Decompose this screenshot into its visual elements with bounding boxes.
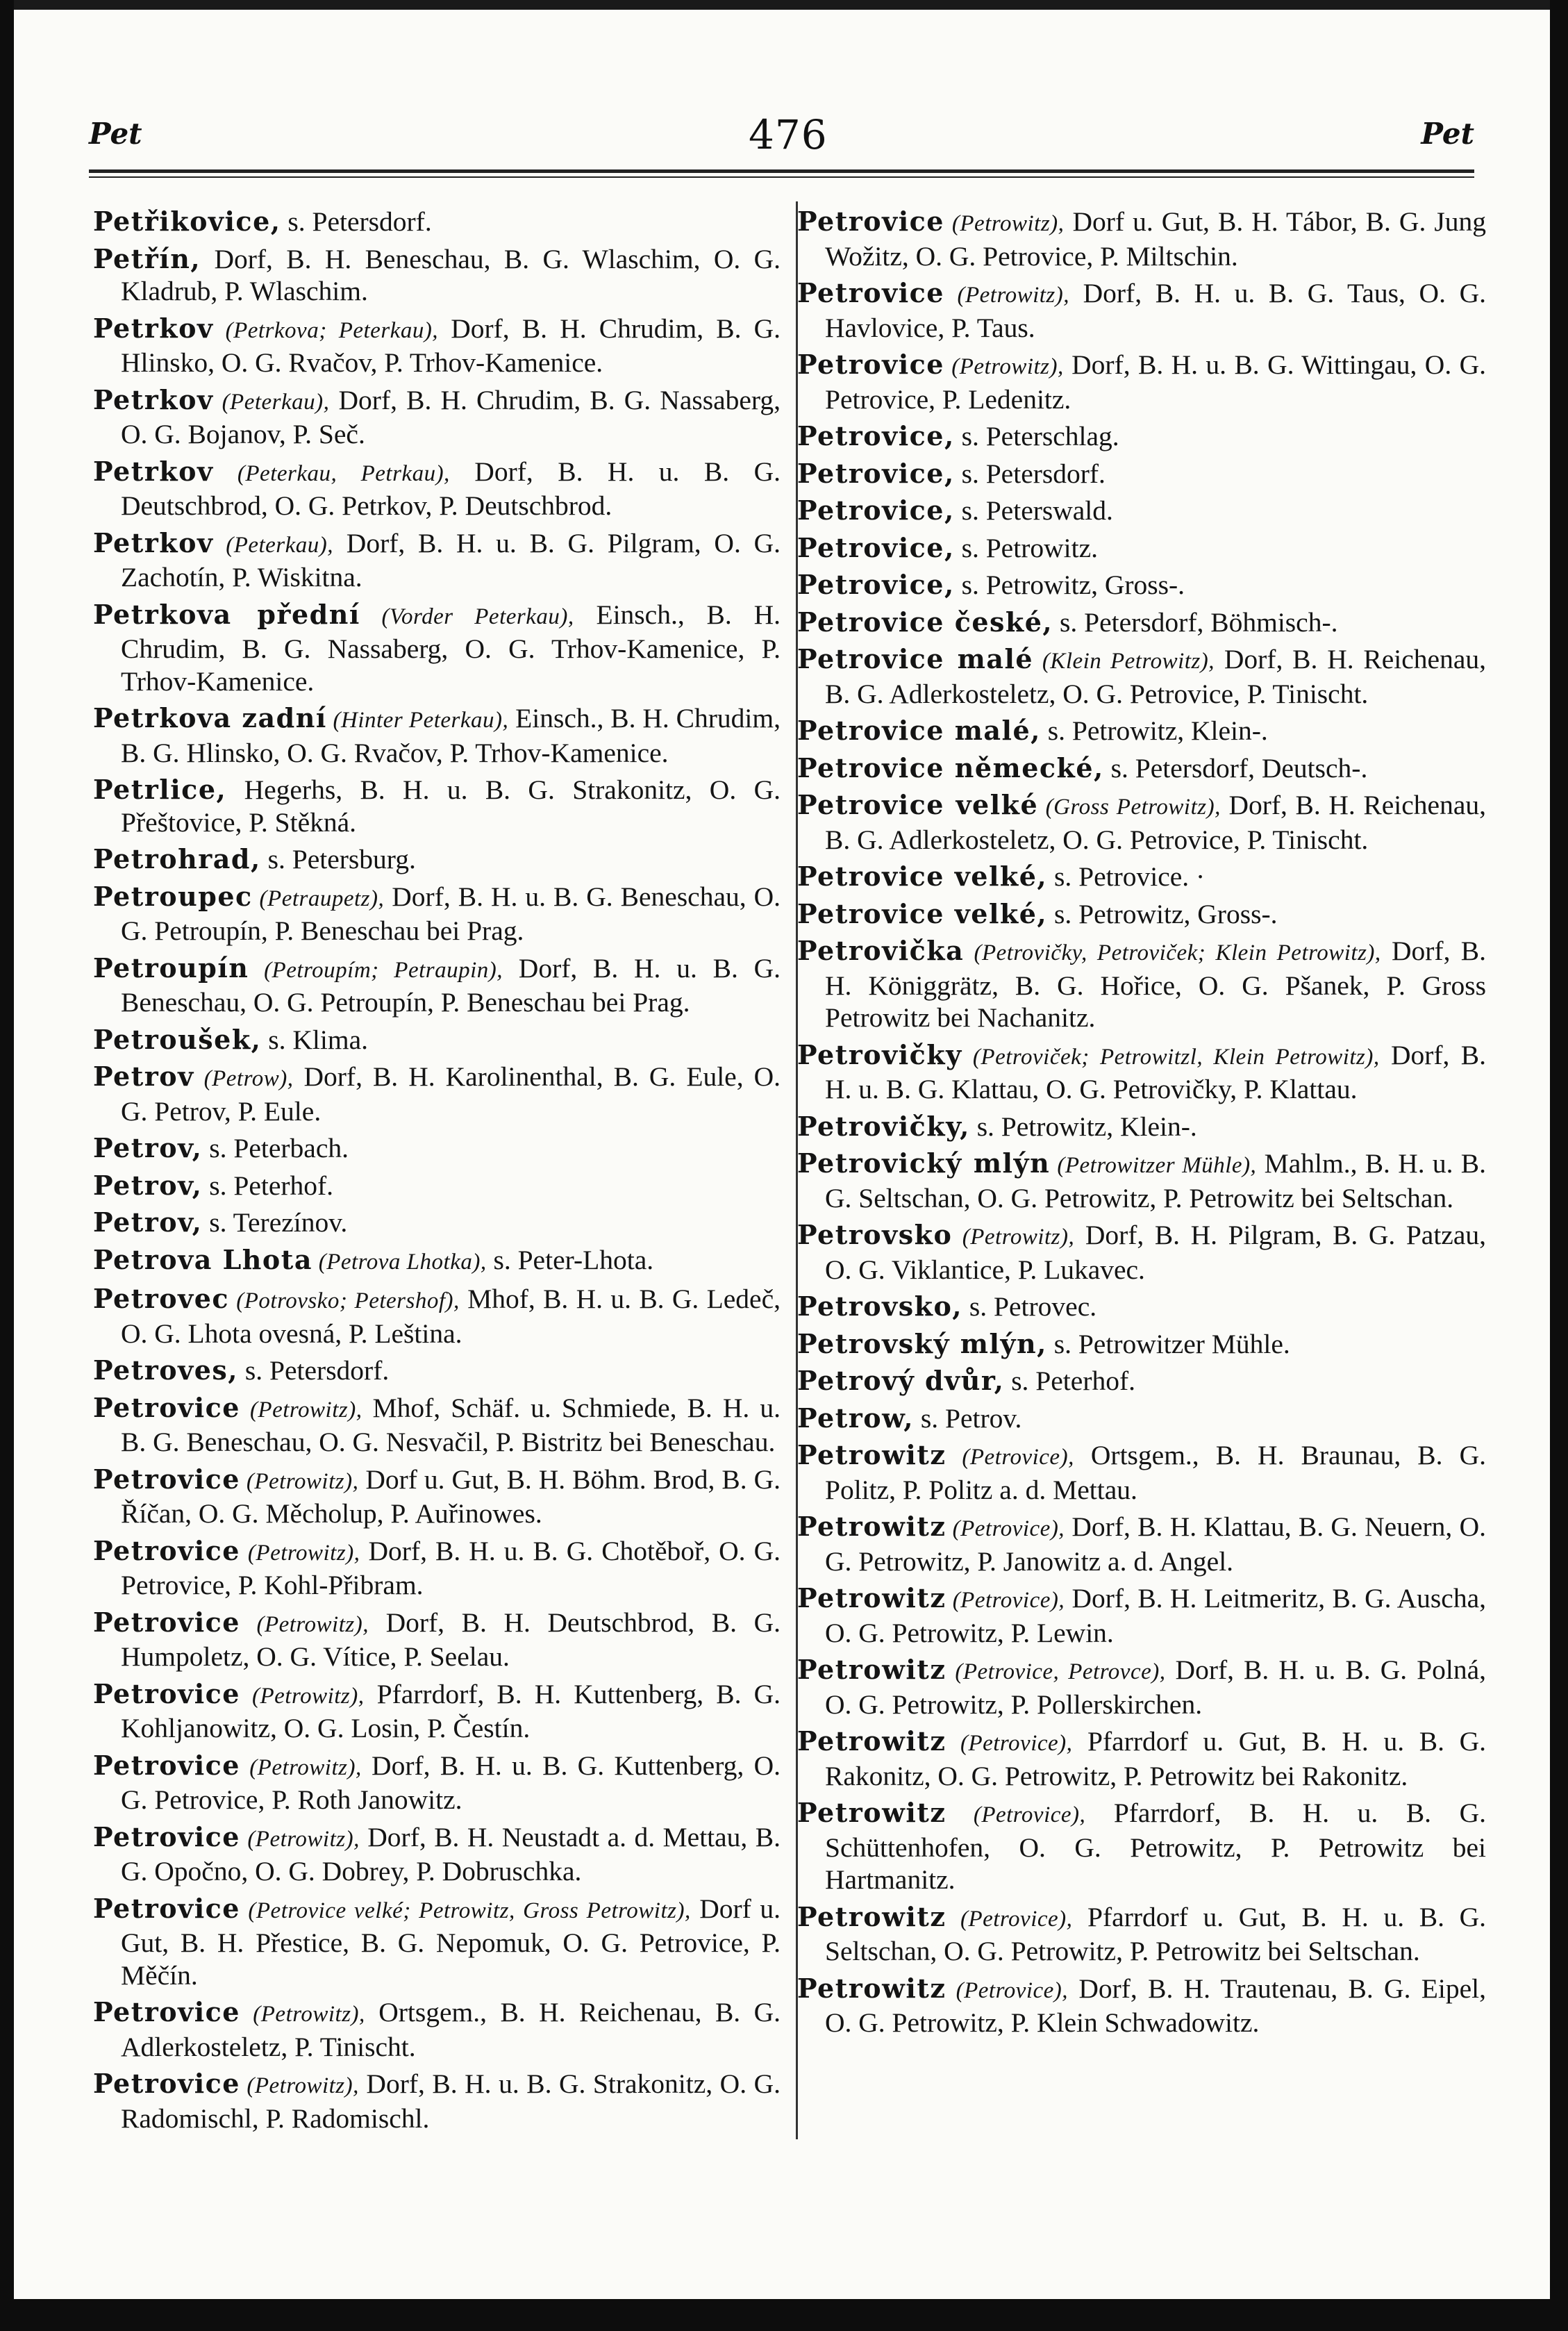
entry-headword: Petrovice velké, [797, 897, 1048, 929]
entry-headword: Petrkov [93, 312, 214, 344]
gazetteer-entry [93, 881, 781, 947]
gazetteer-entry [93, 1463, 781, 1530]
entry-headword: Petrovice malé [797, 643, 1034, 674]
entry-description: Dorf, B. H. Chrudim, B. G. Nassaberg, O. G. Bojanov, P. Seč. [121, 384, 781, 449]
entry-variant-names: (Petrowitz), [944, 354, 1064, 379]
gazetteer-entry [797, 532, 1486, 565]
gazetteer-entry [797, 569, 1486, 602]
entry-description: s. Terezínov. [202, 1207, 348, 1238]
gazetteer-entry [797, 606, 1486, 639]
entry-headword: Petrovice české, [797, 606, 1053, 638]
entry-description: Dorf, B. H. Beneschau, B. G. Wlaschim, O. G. Kladrub, P. Wlaschim. [121, 243, 781, 306]
entry-description: s. Peterhof. [1004, 1366, 1135, 1396]
entry-variant-names: (Petrovice), [946, 1977, 1069, 2003]
entry-headword: Petrovice [93, 1677, 240, 1709]
gazetteer-entry [93, 1061, 781, 1127]
entry-variant-names: (Petrovice), [946, 1731, 1073, 1756]
gazetteer-entry [797, 752, 1486, 785]
header-left-word: Pet [89, 117, 142, 151]
gazetteer-entry [93, 1750, 781, 1816]
gazetteer-entry [93, 1170, 781, 1202]
entry-variant-names: (Petrowitz), [240, 1755, 362, 1780]
entry-headword: Petrovice [93, 1892, 240, 1924]
entry-description: s. Petrowitz. [954, 532, 1098, 563]
entry-description: s. Peterswald. [954, 495, 1113, 526]
gazetteer-entry [797, 1797, 1486, 1896]
entry-description: s. Petersdorf, Böhmisch-. [1053, 606, 1338, 638]
gazetteer-entry [93, 1206, 781, 1239]
entry-description: Dorf, B. H. u. B. G. Klattau, O. G. Petrovičky, P. Klattau. [825, 1039, 1486, 1104]
entry-variant-names: (Petrovice), [946, 1445, 1074, 1470]
entry-description: Dorf, B. H. u. B. G. Taus, O. G. Havlovice, P. Taus. [825, 278, 1486, 343]
entry-headword: Petrkova zadní [93, 702, 327, 733]
gazetteer-entry [797, 861, 1486, 893]
entry-headword: Petrovice [797, 277, 944, 308]
entry-headword: Petrovičky, [797, 1110, 970, 1142]
entry-variant-names: (Petrovice), [946, 1516, 1065, 1541]
entry-description: Dorf, B. H. Königgrätz, B. G. Hořice, O. G. Pšanek, P. Gross Petrowitz bei Nachanitz. [825, 936, 1486, 1033]
gazetteer-entry [797, 1328, 1486, 1361]
entry-variant-names: (Petrowitz), [944, 211, 1065, 236]
entry-variant-names: (Petrowitz), [240, 1826, 360, 1852]
gazetteer-entry [93, 774, 781, 838]
left-column [93, 206, 781, 2139]
entry-description: s. Petersdorf. [954, 458, 1106, 489]
scan-border-right [1550, 0, 1568, 2331]
entry-variant-names: (Petrowitz), [240, 2073, 359, 2098]
entry-variant-names: (Petrova Lhotka), [312, 1249, 487, 1275]
entry-headword: Petrowitz [797, 1972, 946, 2004]
entry-description: s. Peterbach. [202, 1133, 349, 1163]
gazetteer-entry [93, 206, 781, 238]
entry-description: Dorf, B. H. u. B. G. Beneschau, O. G. Petroupín, P. Beneschau bei Prag. [121, 952, 781, 1018]
entry-variant-names: (Petroviček; Petrowitzl, Klein Petrowitz), [962, 1044, 1380, 1070]
entry-headword: Petrovice, [797, 569, 955, 600]
gazetteer-entry [93, 843, 781, 876]
entry-headword: Petrov, [93, 1132, 203, 1163]
entry-headword: Petrowitz [797, 1900, 946, 1932]
entry-description: Dorf, B. H. Reichenau, B. G. Adlerkosteletz, O. G. Petrovice, P. Tinischt. [825, 644, 1486, 709]
entry-variant-names: (Petrow), [194, 1066, 294, 1091]
entry-headword: Petrový dvůr, [797, 1365, 1005, 1396]
entry-headword: Petrowitz [797, 1439, 946, 1470]
entry-headword: Petrova Lhota [93, 1243, 312, 1275]
entry-variant-names: (Petrowitz), [952, 1225, 1075, 1250]
entry-description: s. Petrowitz, Gross-. [954, 570, 1185, 600]
entry-headword: Petrovice, [797, 495, 955, 526]
entry-description: Dorf, B. H. Chrudim, B. G. Hlinsko, O. G. Rvačov, P. Trhov-Kamenice. [121, 313, 781, 378]
entry-description: Dorf, B. H. Leitmeritz, B. G. Auscha, O. G. Petrowitz, P. Lewin. [825, 1583, 1486, 1648]
entry-variant-names: (Petraupetz), [252, 886, 385, 911]
entry-variant-names: (Petrkova; Peterkau), [213, 317, 439, 343]
entry-variant-names: (Petrowitz), [240, 1611, 369, 1637]
entry-variant-names: (Hinter Peterkau), [326, 708, 509, 733]
gazetteer-entry [93, 1132, 781, 1165]
gazetteer-entry [93, 1244, 781, 1279]
gazetteer-entry [797, 1973, 1486, 2039]
entry-variant-names: (Petrovice), [946, 1906, 1073, 1932]
scan-border-bottom [0, 2299, 1568, 2331]
gazetteer-entry [797, 1582, 1486, 1649]
header-rule-thin [89, 176, 1474, 178]
entry-description: Mhof, Schäf. u. Schmiede, B. H. u. B. G. Beneschau, O. G. Nesvačil, P. Bistritz bei Beneschau. [121, 1392, 781, 1457]
entry-headword: Petrovice velké, [797, 861, 1048, 892]
gazetteer-entry [797, 898, 1486, 931]
gazetteer-entry [797, 1039, 1486, 1106]
entry-description: Dorf, B. H. Pilgram, B. G. Patzau, O. G. Viklantice, P. Lukavec. [825, 1220, 1486, 1285]
gazetteer-entry [93, 599, 781, 698]
entry-description: s. Petrovice. · [1047, 861, 1206, 892]
entry-headword: Petrovičky [797, 1038, 962, 1070]
entry-headword: Petrkova přední [93, 598, 360, 630]
entry-description: s. Petrowitz, Gross-. [1047, 898, 1278, 929]
entry-description: Pfarrdorf u. Gut, B. H. u. B. G. Rakonitz, O. G. Petrowitz, P. Petrowitz bei Rakonitz. [825, 1726, 1487, 1791]
gazetteer-entry [797, 789, 1486, 856]
gazetteer-entry [797, 935, 1486, 1034]
entry-headword: Petrohrad, [93, 843, 261, 874]
gazetteer-entry [797, 1439, 1486, 1506]
entry-description: Pfarrdorf, B. H. u. B. G. Schüttenhofen, O. G. Petrowitz, P. Petrowitz bei Hartmanitz. [825, 1798, 1486, 1895]
entry-description: Dorf, B. H. Trautenau, B. G. Eipel, O. G. Petrowitz, P. Klein Schwadowitz. [825, 1973, 1486, 2038]
entry-description: Dorf u. Gut, B. H. Tábor, B. G. Jung Wožitz, O. G. Petrovice, P. Miltschin. [825, 206, 1486, 272]
entry-headword: Petrovice [93, 1391, 240, 1423]
gazetteer-entry [93, 243, 781, 308]
gazetteer-entry [93, 1283, 781, 1350]
gazetteer-entry [797, 349, 1486, 415]
gazetteer-entry [93, 1821, 781, 1888]
gazetteer-entry [797, 1901, 1486, 1968]
entry-description: s. Peterschlag. [954, 421, 1119, 451]
entry-description: s. Petrowitz, Klein-. [1040, 715, 1268, 746]
entry-headword: Petrowitz [797, 1797, 946, 1828]
right-column [797, 206, 1486, 2044]
entry-headword: Petrovice, [797, 531, 955, 563]
entry-headword: Petrovský mlýn, [797, 1327, 1047, 1359]
entry-headword: Petrovec [93, 1283, 230, 1314]
entry-headword: Petrovice [93, 2068, 240, 2099]
entry-description: Dorf, B. H. Reichenau, B. G. Adlerkosteletz, O. G. Petrovice, P. Tinischt. [825, 790, 1486, 855]
entry-description: Mhof, B. H. u. B. G. Ledeč, O. G. Lhota ovesná, P. Leština. [121, 1284, 781, 1349]
entry-description: s. Petersburg. [260, 844, 416, 874]
entry-description: s. Petersdorf, Deutsch-. [1103, 752, 1368, 783]
entry-headword: Petrovice [93, 1534, 240, 1566]
entry-headword: Petrovička [797, 935, 965, 966]
entry-headword: Petrkov [93, 455, 214, 487]
entry-headword: Petrowitz [797, 1725, 946, 1757]
entry-headword: Petrov, [93, 1206, 203, 1238]
gazetteer-entry [93, 384, 781, 451]
gazetteer-entry [93, 527, 781, 594]
entry-variant-names: (Peterkau), [213, 532, 334, 558]
entry-headword: Petrkov [93, 383, 214, 415]
gazetteer-entry [93, 1354, 781, 1387]
entry-description: Dorf u. Gut, B. H. Böhm. Brod, B. G. Říčan, O. G. Měcholup, P. Auřinowes. [121, 1463, 781, 1529]
entry-description: Dorf, B. H. u. B. G. Chotěboř, O. G. Petrovice, P. Kohl-Přibram. [121, 1535, 781, 1600]
entry-headword: Petrovice [93, 1606, 240, 1638]
gazetteer-entry [797, 495, 1486, 527]
entry-headword: Petrowitz [797, 1582, 946, 1614]
entry-description: Dorf, B. H. u. B. G. Polná, O. G. Petrowitz, P. Pollerskirchen. [825, 1654, 1486, 1720]
gazetteer-entry [797, 715, 1486, 747]
gazetteer-entry [93, 2068, 781, 2134]
entry-variant-names: (Vorder Peterkau), [360, 604, 574, 629]
entry-headword: Petrovice [797, 349, 944, 380]
entry-description: Dorf u. Gut, B. H. Přestice, B. G. Nepomuk, O. G. Petrovice, P. Měčín. [121, 1893, 781, 1991]
gazetteer-entry [93, 1392, 781, 1459]
entry-description: Dorf, B. H. u. B. G. Wittingau, O. G. Petrovice, P. Ledenitz. [825, 349, 1486, 415]
entry-headword: Petroupec [93, 880, 253, 912]
entry-description: Ortsgem., B. H. Reichenau, B. G. Adlerkosteletz, P. Tinischt. [121, 1997, 781, 2062]
gazetteer-entry [797, 1219, 1486, 1286]
entry-description: s. Petrov. [914, 1402, 1022, 1434]
entry-description: s. Petrowitz, Klein-. [969, 1111, 1197, 1142]
entry-description: s. Petrowitzer Mühle. [1046, 1328, 1290, 1359]
running-header [89, 111, 1474, 167]
entry-variant-names: (Petroupím; Petraupin), [249, 957, 503, 983]
entry-description: Dorf, B. H. Karolinenthal, B. G. Eule, O. G. Petrov, P. Eule. [121, 1061, 781, 1127]
entry-description: Dorf, B. H. Deutschbrod, B. G. Humpoletz, O. G. Vítice, P. Seelau. [121, 1607, 781, 1672]
entry-headword: Petrlice, [93, 774, 227, 805]
entry-headword: Petrovsko [797, 1219, 953, 1250]
entry-variant-names: (Petrowitz), [240, 1468, 359, 1494]
entry-description: s. Peter-Lhota. [486, 1244, 654, 1275]
entry-headword: Petrovsko, [797, 1291, 963, 1322]
entry-description: Dorf, B. H. Neustadt a. d. Mettau, B. G. Opočno, O. G. Dobrey, P. Dobruschka. [121, 1821, 781, 1886]
entry-description: Dorf, B. H. u. B. G. Beneschau, O. G. Petroupín, P. Beneschau bei Prag. [121, 881, 781, 946]
entry-description: Dorf, B. H. Klattau, B. G. Neuern, O. G. Petrowitz, P. Janowitz a. d. Angel. [825, 1511, 1486, 1577]
gazetteer-entry [93, 1996, 781, 2063]
gazetteer-entry [797, 1111, 1486, 1143]
gazetteer-entry [93, 1024, 781, 1056]
entry-variant-names: (Gross Petrowitz), [1038, 795, 1221, 820]
gazetteer-entry [93, 1678, 781, 1745]
gazetteer-entry [93, 1607, 781, 1673]
entry-description: s. Petersdorf. [238, 1355, 390, 1386]
gazetteer-entry [93, 1893, 781, 1992]
entry-variant-names: (Peterkau), [213, 389, 330, 415]
entry-description: s. Klima. [261, 1024, 369, 1055]
gazetteer-entry [797, 1365, 1486, 1397]
entry-headword: Petrow, [797, 1402, 914, 1434]
gazetteer-entry [93, 1535, 781, 1602]
entry-description: s. Petersdorf. [281, 206, 432, 237]
entry-description: Dorf, B. H. u. B. G. Pilgram, O. G. Zachotín, P. Wiskitna. [121, 527, 781, 592]
entry-headword: Petrov, [93, 1169, 203, 1201]
entry-description: Ortsgem., B. H. Braunau, B. G. Politz, P. Politz a. d. Mettau. [825, 1440, 1486, 1505]
entry-description: s. Peterhof. [202, 1170, 334, 1201]
entry-headword: Petrovice [93, 1463, 240, 1495]
gazetteer-entry [93, 702, 781, 769]
gazetteer-entry [797, 420, 1486, 453]
entry-variant-names: (Petrovice), [946, 1588, 1065, 1613]
entry-description: Dorf, B. H. u. B. G. Deutschbrod, O. G. Petrkov, P. Deutschbrod. [121, 456, 781, 521]
entry-variant-names: (Potrovsko; Petershof), [229, 1288, 460, 1313]
entry-variant-names: (Peterkau, Petrkau), [213, 461, 450, 486]
entry-variant-names: (Petrovičky, Petroviček; Klein Petrowitz), [964, 940, 1381, 965]
gazetteer-entry [797, 1654, 1486, 1720]
header-right-word: Pet [1421, 117, 1474, 151]
entry-headword: Petrovice, [797, 457, 955, 489]
entry-headword: Petrovice malé, [797, 715, 1041, 746]
entry-variant-names: (Petrowitz), [944, 283, 1069, 308]
gazetteer-entry [797, 458, 1486, 490]
entry-headword: Petrovice německé, [797, 752, 1104, 783]
entry-variant-names: (Petrowitzer Mühle), [1050, 1153, 1257, 1178]
entry-headword: Petrovický mlýn [797, 1147, 1051, 1179]
entry-headword: Petrov [93, 1061, 194, 1092]
entry-description: Dorf, B. H. u. B. G. Kuttenberg, O. G. Petrovice, P. Roth Janowitz. [121, 1750, 781, 1815]
entry-headword: Petroves, [93, 1354, 239, 1386]
header-rule-thick [89, 169, 1474, 173]
scan-border-left [0, 0, 14, 2331]
entry-description: Pfarrdorf, B. H. Kuttenberg, B. G. Kohljanowitz, O. G. Losin, P. Čestín. [121, 1678, 781, 1743]
gazetteer-entry [797, 1291, 1486, 1323]
entry-description: Hegerhs, B. H. u. B. G. Strakonitz, O. G. Přeštovice, P. Stěkná. [121, 774, 781, 838]
entry-description: Pfarrdorf u. Gut, B. H. u. B. G. Seltschan, O. G. Petrowitz, P. Petrowitz bei Seltschan. [825, 1901, 1487, 1966]
scan-border-top [0, 0, 1568, 10]
entry-headword: Petroušek, [93, 1023, 262, 1055]
gazetteer-entry [797, 1402, 1486, 1435]
entry-variant-names: (Petrovice), [946, 1802, 1086, 1827]
entry-variant-names: (Petrowitz), [240, 1397, 362, 1422]
page-number: 476 [749, 111, 828, 158]
entry-headword: Petrovice [93, 1820, 240, 1852]
gazetteer-entry [797, 1147, 1486, 1214]
entry-headword: Petrkov [93, 526, 214, 558]
gazetteer-entry [93, 313, 781, 379]
entry-variant-names: (Petrowitz), [240, 2002, 365, 2027]
entry-headword: Petrovice [93, 1749, 240, 1781]
gazetteer-entry [797, 206, 1486, 272]
entry-headword: Petřikovice, [93, 206, 281, 237]
entry-description: Einsch., B. H. Chrudim, B. G. Nassaberg, O. G. Trhov-Kamenice, P. Trhov-Kamenice. [121, 599, 781, 697]
gazetteer-entry [797, 277, 1486, 344]
entry-description: Einsch., B. H. Chrudim, B. G. Hlinsko, O. G. Rvačov, P. Trhov-Kamenice. [121, 703, 781, 768]
gazetteer-entry [93, 456, 781, 522]
entry-variant-names: (Petrowitz), [240, 1683, 365, 1709]
entry-variant-names: (Petrowitz), [240, 1540, 360, 1566]
entry-variant-names: (Petrovice, Petrovce), [946, 1659, 1166, 1684]
entry-headword: Petrowitz [797, 1654, 946, 1685]
entry-headword: Petrovice [797, 206, 944, 237]
entry-variant-names: (Klein Petrowitz), [1033, 649, 1215, 674]
entry-headword: Petroupín [93, 952, 249, 984]
entry-headword: Petrovice, [797, 420, 955, 451]
entry-description: Mahlm., B. H. u. B. G. Seltschan, O. G. Petrowitz, P. Petrowitz bei Seltschan. [825, 1148, 1487, 1213]
entry-variant-names: (Petrovice velké; Petrowitz, Gross Petrowitz), [240, 1898, 691, 1923]
entry-headword: Petřín, [93, 242, 201, 274]
gazetteer-entry [797, 1511, 1486, 1577]
gazetteer-entry [797, 1725, 1486, 1792]
entry-headword: Petrovice velké [797, 789, 1039, 820]
entry-description: Dorf, B. H. u. B. G. Strakonitz, O. G. Radomischl, P. Radomischl. [121, 2068, 781, 2134]
gazetteer-entry [797, 643, 1486, 710]
entry-description: s. Petrovec. [962, 1291, 1097, 1322]
entry-headword: Petrowitz [797, 1511, 946, 1542]
entry-headword: Petrovice [93, 1996, 240, 2027]
gazetteer-entry [93, 952, 781, 1019]
